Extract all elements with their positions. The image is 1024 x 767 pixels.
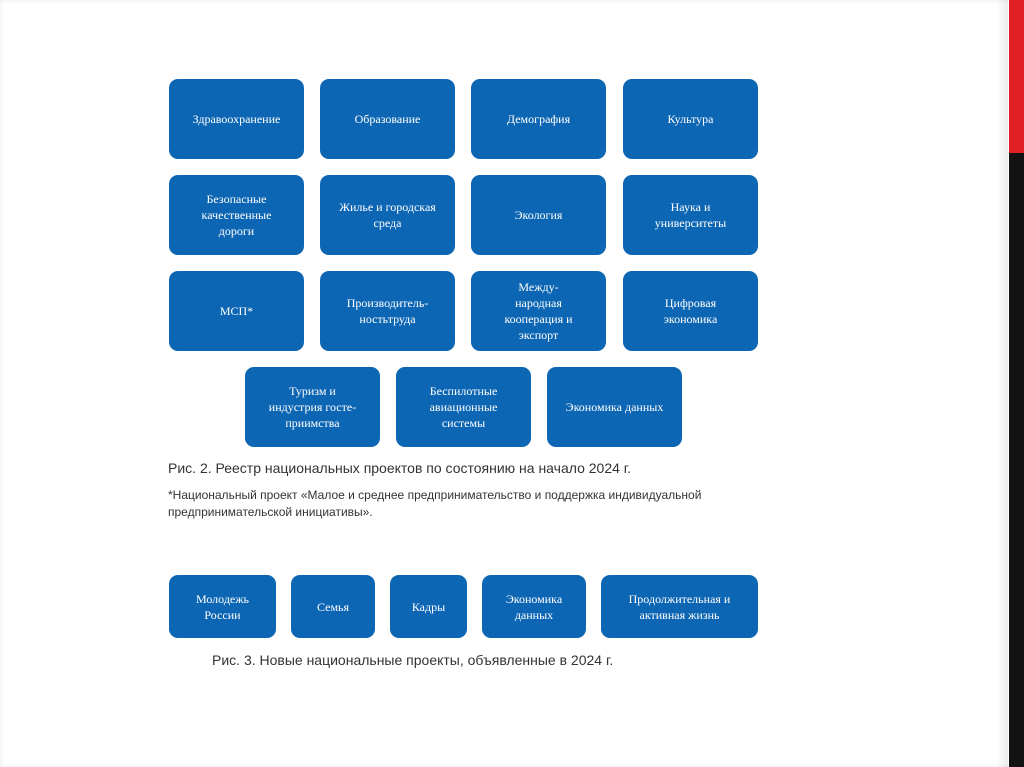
tile-science: Наука и университеты — [623, 175, 758, 255]
accent-bar-red — [1009, 0, 1024, 153]
tile-sme: МСП* — [169, 271, 304, 351]
tile-data-economy: Экономика данных — [547, 367, 682, 447]
tile-personnel: Кадры — [390, 575, 467, 638]
figure2-footnote: *Национальный проект «Малое и среднее предпринимательство и поддержка индивидуальной предпринимательской инициативы». — [168, 488, 702, 519]
tile-demography: Демография — [471, 79, 606, 159]
figure2-caption: Рис. 2. Реестр национальных проектов по состоянию на начало 2024 г. — [168, 460, 632, 476]
tile-family: Семья — [291, 575, 375, 638]
tile-productivity: Производитель- ностьтруда — [320, 271, 455, 351]
tile-data-economy-new: Экономика данных — [482, 575, 586, 638]
tile-digital-economy: Цифровая экономика — [623, 271, 758, 351]
tile-culture: Культура — [623, 79, 758, 159]
figure3-caption: Рис. 3. Новые национальные проекты, объявленные в 2024 г. — [212, 652, 614, 668]
tile-ecology: Экология — [471, 175, 606, 255]
tile-healthcare: Здравоохранение — [169, 79, 304, 159]
tile-international-cooperation: Между- народная кооперация и экспорт — [471, 271, 606, 351]
tile-housing: Жилье и городская среда — [320, 175, 455, 255]
tile-long-active-life: Продолжительная и активная жизнь — [601, 575, 758, 638]
tile-drones: Беспилотные авиационные системы — [396, 367, 531, 447]
tile-youth: Молодежь России — [169, 575, 276, 638]
tile-education: Образование — [320, 79, 455, 159]
edge-shadow — [996, 0, 1008, 767]
tile-safe-roads: Безопасные качественные дороги — [169, 175, 304, 255]
accent-bar-dark — [1009, 153, 1024, 767]
tile-tourism: Туризм и индустрия госте- приимства — [245, 367, 380, 447]
